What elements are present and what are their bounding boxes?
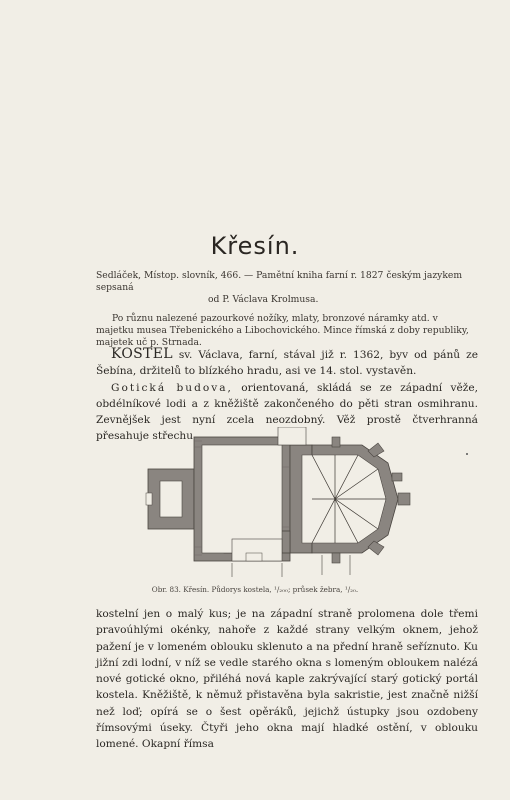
margin-mark bbox=[466, 453, 468, 455]
lead-word: KOSTEL bbox=[111, 346, 173, 362]
paragraph-2-text: orientovaná, skládá se ze západní věže, obdélníkové lodi a z kněžiště zakončeného do pěti stran osmihranu. Zevnějšek jest nyní zcela neozdobný. Věž prostě čtverhranná přesahuje střechu bbox=[96, 381, 478, 443]
reference-line-1: Sedláček, Místop. slovník, 466. — Pamětní kniha farní r. 1827 českým jazykem sepsaná bbox=[96, 270, 463, 293]
sacristy bbox=[278, 427, 306, 445]
church-floor-plan bbox=[136, 427, 436, 579]
references-block bbox=[96, 270, 476, 349]
nave-interior bbox=[202, 445, 282, 553]
page-title: Křesín. bbox=[210, 232, 300, 260]
reference-line-2: Po různu nalezené pazourkové nožíky, mlaty, bronzové náramky atd. v majetku musea Třebenického a Libochovického. Mince římská z doby republiky, majetek uč p. Strnada. bbox=[96, 313, 469, 348]
figure-caption: Obr. 83. Křesín. Půdorys kostela, ¹/₂₀₀; průsek žebra, ¹/₂₀. bbox=[151, 585, 359, 594]
body-text-bottom bbox=[96, 606, 478, 753]
paragraph-3: kostelní jen o malý kus; je na západní straně prolomena dole třemi pravoúhlými okénky, nahoře z každé strany velkým oknem, jehož pažení je v lomeném oblouku sklenuto a na přední hraně seříznuto. Ku jižní zdi lodní, v níž se vedle starého okna s lomeným obloukem nalézá nové gotické okno, přiléhá nová kaple zakrývající starý gotický portál kostela. Kněžiště, k němuž přistavěna byla sakristie, jest značně nižší než loď; opírá se o šest opěráků, jejichž ústupky jsou ozdobeny římsovými úseky. Čtyři jeho okna mají hladké ostění, v oblouku lomené. Okapní římsa bbox=[96, 608, 478, 751]
tower-interior bbox=[160, 481, 182, 517]
reference-line-1-cont: od P. Václava Krolmusa. bbox=[208, 294, 319, 305]
spaced-phrase: Gotická budova, bbox=[111, 381, 233, 394]
paragraph-1-text: sv. Václava, farní, stával již r. 1362, byv od pánů ze Šebína, držitelů to blízkého hradu, asi ve 14. stol. vystavěn. bbox=[96, 349, 478, 378]
paragraph-kostel bbox=[96, 346, 478, 380]
